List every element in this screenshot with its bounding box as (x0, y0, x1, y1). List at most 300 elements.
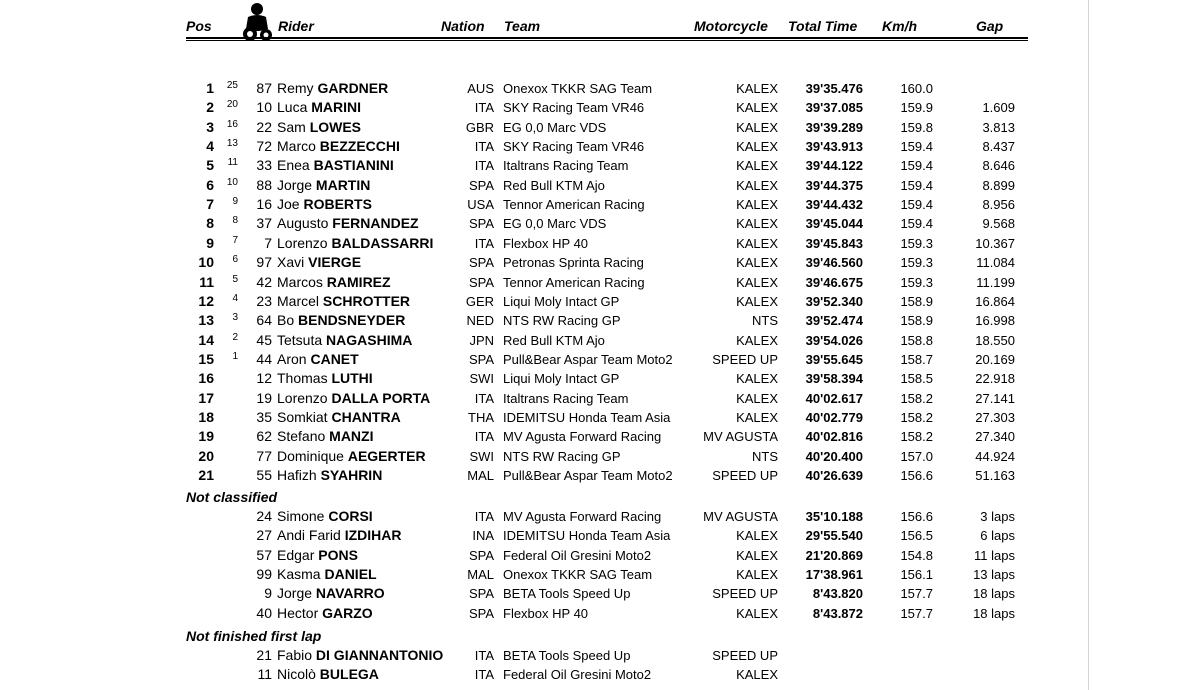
total-time: 40'26.639 (805, 468, 863, 483)
speed-kmh: 158.8 (900, 332, 933, 348)
rider-name (277, 331, 412, 350)
team: NTS RW Racing GP (503, 313, 621, 329)
nation: ITA (474, 429, 494, 445)
nation: JPN (469, 332, 494, 348)
rider-number: 11 (257, 666, 272, 683)
points: 4 (232, 292, 238, 304)
table-row (0, 526, 1060, 545)
total-time: 39'46.675 (805, 274, 863, 290)
rider-first-name: Xavi (277, 254, 305, 271)
points: 3 (232, 312, 238, 324)
position: 21 (198, 467, 214, 483)
motorcycle: SPEED UP (712, 648, 778, 663)
position: 8 (206, 215, 214, 232)
motorcycle: SPEED UP (712, 586, 778, 602)
rider-name (277, 234, 433, 253)
nation: MAL (467, 468, 494, 483)
position: 17 (198, 389, 214, 406)
speed-kmh: 159.3 (900, 255, 933, 271)
nation: ITA (474, 667, 494, 683)
team: IDEMITSU Honda Team Asia (503, 528, 671, 544)
rider-first-name: Somkiat (277, 408, 328, 425)
motorcycle: KALEX (736, 293, 778, 309)
team: NTS RW Racing GP (503, 448, 621, 464)
total-time: 39'46.560 (805, 255, 863, 271)
nation: ITA (474, 158, 494, 174)
nation: THA (468, 409, 494, 425)
team: EG 0,0 Marc VDS (503, 119, 607, 135)
total-time: 39'35.476 (805, 81, 863, 96)
motorcycle: MV AGUSTA (703, 509, 778, 524)
motorcycle: KALEX (736, 81, 778, 96)
points: 1 (232, 350, 238, 362)
team: BETA Tools Speed Up (503, 648, 631, 663)
points: 13 (226, 138, 238, 150)
rider-name (277, 447, 426, 466)
total-time: 39'52.474 (805, 313, 863, 329)
nation: SPA (468, 547, 494, 563)
team: Federal Oil Gresini Moto2 (503, 667, 652, 683)
total-time: 39'55.645 (805, 351, 863, 367)
position: 7 (206, 196, 214, 213)
motorcycle: KALEX (736, 371, 778, 387)
col-rider-header: Rider (278, 18, 314, 34)
total-time: 29'55.540 (805, 528, 863, 544)
motorcycle: KALEX (736, 409, 778, 425)
points: 10 (226, 176, 238, 188)
speed-kmh: 159.9 (900, 100, 933, 116)
rider-name (277, 273, 391, 292)
rider-last-name: DALLA PORTA (331, 389, 431, 406)
motorcycle: KALEX (736, 567, 778, 583)
table-row (0, 311, 1060, 330)
table-row (0, 234, 1060, 253)
speed-kmh: 158.2 (900, 409, 933, 425)
rider-last-name: NAVARRO (315, 585, 385, 602)
rider-number: 16 (256, 196, 272, 213)
rider-name (277, 665, 379, 684)
nation: SWI (469, 371, 494, 387)
nation: SPA (468, 216, 494, 232)
gap: 27.141 (975, 390, 1015, 406)
rider-last-name: ROBERTS (303, 196, 372, 213)
rider-name (277, 176, 370, 195)
rider-number: 22 (256, 118, 272, 135)
team: Liqui Moly Intact GP (503, 371, 620, 387)
col-pos-header: Pos (186, 18, 212, 34)
rider-first-name: Sam (277, 118, 306, 135)
rider-last-name: NAGASHIMA (326, 331, 413, 348)
rider-name (277, 565, 377, 584)
table-row (0, 331, 1060, 350)
team: Pull&Bear Aspar Team Moto2 (503, 351, 673, 367)
gap: 8.646 (982, 158, 1015, 174)
rider-last-name: MARINI (311, 99, 362, 116)
table-row (0, 137, 1060, 156)
rider-name (277, 214, 419, 233)
table-row (0, 156, 1060, 175)
rider-number: 77 (256, 447, 272, 464)
rider-name (277, 526, 401, 545)
rider-name (277, 408, 401, 427)
gap: 44.924 (975, 448, 1015, 464)
rider-first-name: Hafizh (277, 467, 317, 483)
team: SKY Racing Team VR46 (503, 139, 645, 155)
gap: 11 laps (974, 547, 1015, 563)
total-time: 17'38.961 (805, 567, 863, 583)
rider-last-name: DANIEL (324, 566, 377, 583)
rider-last-name: MANZI (329, 428, 374, 445)
rider-name (277, 646, 443, 665)
position: 18 (198, 408, 214, 425)
table-row (0, 466, 1060, 485)
position: 16 (198, 370, 214, 387)
rider-first-name: Thomas (277, 370, 328, 387)
rider-last-name: IZDIHAR (344, 527, 402, 544)
position: 20 (198, 447, 214, 464)
nation: AUS (467, 81, 494, 96)
rider-first-name: Edgar (277, 546, 315, 563)
table-row (0, 98, 1060, 117)
nation: ITA (474, 509, 494, 524)
team: Flexbox HP 40 (503, 605, 589, 621)
rider-name (277, 369, 373, 388)
team: EG 0,0 Marc VDS (503, 216, 607, 232)
rider-first-name: Remy (277, 80, 314, 96)
team: Liqui Moly Intact GP (503, 293, 620, 309)
team: Flexbox HP 40 (503, 235, 589, 251)
results-header (186, 13, 1028, 39)
rider-name (277, 427, 373, 446)
gap: 8.437 (982, 139, 1015, 155)
rider-name (277, 79, 388, 98)
rider-name (277, 466, 382, 485)
team: Italtrans Racing Team (503, 390, 629, 406)
nation: ITA (474, 648, 494, 663)
motorcycle: KALEX (736, 197, 778, 213)
table-row (0, 369, 1060, 388)
nation: ITA (474, 139, 494, 155)
rider-name (277, 584, 385, 603)
rider-number: 27 (256, 527, 272, 544)
motorcycle: KALEX (736, 177, 778, 193)
position: 9 (206, 234, 214, 251)
motorcycle: KALEX (736, 528, 778, 544)
points: 8 (232, 215, 238, 227)
rider-number: 35 (256, 408, 272, 425)
speed-kmh: 158.7 (900, 351, 933, 367)
speed-kmh: 159.4 (900, 197, 933, 213)
total-time: 8'43.872 (812, 605, 863, 621)
rider-number: 57 (256, 546, 272, 563)
gap: 18.550 (975, 332, 1015, 348)
points: 20 (226, 99, 238, 111)
rider-name (277, 604, 373, 623)
rider-name (277, 195, 372, 214)
position: 3 (206, 118, 214, 135)
speed-kmh: 158.2 (900, 390, 933, 406)
motorcycle: KALEX (736, 119, 778, 135)
motorcycle: KALEX (736, 158, 778, 174)
col-motorcycle-header: Motorcycle (694, 18, 768, 34)
table-row (0, 389, 1060, 408)
team: Tennor American Racing (503, 197, 645, 213)
rider-first-name: Marcos (277, 273, 323, 290)
rider-last-name: BEZZECCHI (319, 138, 400, 155)
total-time: 40'20.400 (805, 448, 863, 464)
speed-kmh: 159.4 (900, 158, 933, 174)
table-row (0, 118, 1060, 137)
rider-first-name: Nicolò (277, 666, 316, 683)
table-row (0, 507, 1060, 526)
rider-number: 64 (256, 312, 272, 329)
table-row (0, 214, 1060, 233)
speed-kmh: 156.6 (900, 468, 933, 483)
position: 10 (198, 254, 214, 271)
rider-number: 88 (256, 176, 272, 193)
rider-number: 55 (256, 467, 272, 483)
team: Onexox TKKR SAG Team (503, 567, 653, 583)
rider-number: 33 (256, 157, 272, 174)
rider-number: 72 (256, 138, 272, 155)
gap: 3 laps (980, 509, 1015, 524)
position: 11 (199, 273, 214, 290)
rider-first-name: Kasma (277, 566, 321, 583)
rider-name (277, 389, 430, 408)
points: 2 (232, 331, 238, 343)
team: Pull&Bear Aspar Team Moto2 (503, 468, 673, 483)
position: 19 (198, 428, 214, 445)
rider-first-name: Marco (277, 138, 316, 155)
rider-first-name: Bo (277, 312, 295, 329)
gap: 11.084 (976, 255, 1015, 271)
col-total-time-header: Total Time (788, 18, 858, 34)
motorcycle: MV AGUSTA (703, 429, 778, 445)
rider-number: 24 (256, 508, 272, 524)
section-not-finished-first-lap: Not finished first lap (186, 628, 322, 644)
rider-name (277, 137, 400, 156)
rider-last-name: AEGERTER (347, 447, 426, 464)
position: 2 (206, 99, 214, 116)
table-row (0, 665, 1060, 684)
motorcycle: KALEX (736, 547, 778, 563)
rider-last-name: LOWES (309, 118, 362, 135)
nation: MAL (467, 567, 494, 583)
gap: 16.998 (975, 313, 1015, 329)
table-row (0, 408, 1060, 427)
rider-first-name: Dominique (277, 447, 344, 464)
gap: 3.813 (982, 119, 1015, 135)
table-row (0, 584, 1060, 603)
position: 13 (198, 312, 214, 329)
position: 5 (206, 157, 214, 174)
header-rule (186, 37, 1028, 39)
total-time: 39'44.122 (805, 158, 863, 174)
rider-last-name: SYAHRIN (320, 467, 383, 483)
speed-kmh: 158.9 (900, 313, 933, 329)
total-time: 39'45.044 (805, 216, 863, 232)
rider-number: 7 (264, 234, 272, 251)
motorcycle: KALEX (736, 100, 778, 116)
rider-number: 87 (256, 80, 272, 96)
speed-kmh: 157.7 (900, 605, 933, 621)
speed-kmh: 158.9 (900, 293, 933, 309)
speed-kmh: 159.3 (900, 274, 933, 290)
speed-kmh: 156.5 (900, 528, 933, 544)
nation: SPA (468, 605, 494, 621)
rider-last-name: SCHROTTER (322, 292, 411, 309)
motorcycle: SPEED UP (712, 468, 778, 483)
nation: USA (467, 197, 494, 213)
rider-first-name: Enea (277, 157, 310, 174)
gap: 22.918 (975, 371, 1015, 387)
nation: SPA (468, 586, 494, 602)
total-time: 21'20.869 (805, 547, 863, 563)
rider-last-name: BULEGA (319, 666, 379, 683)
motorcycle: KALEX (736, 332, 778, 348)
motorcycle: KALEX (736, 667, 778, 683)
points: 25 (226, 80, 238, 91)
team: BETA Tools Speed Up (503, 586, 631, 602)
header-rule-thin (186, 40, 1028, 41)
rider-number: 42 (256, 273, 272, 290)
rider-number: 44 (256, 350, 272, 367)
rider-number: 10 (256, 99, 272, 116)
table-row (0, 447, 1060, 466)
table-row (0, 292, 1060, 311)
nation: SPA (468, 274, 494, 290)
position: 14 (198, 331, 214, 348)
motorcycle: SPEED UP (712, 351, 778, 367)
speed-kmh: 159.4 (900, 139, 933, 155)
gap: 6 laps (980, 528, 1015, 544)
page-border (1088, 0, 1089, 690)
total-time: 35'10.188 (805, 509, 863, 524)
rider-last-name: RAMIREZ (326, 273, 391, 290)
speed-kmh: 158.2 (900, 429, 933, 445)
nation: GER (465, 293, 494, 309)
rider-number: 97 (256, 254, 272, 271)
rider-last-name: FERNANDEZ (332, 215, 419, 232)
rider-first-name: Stefano (277, 428, 326, 445)
speed-kmh: 154.8 (900, 547, 933, 563)
position: 12 (198, 292, 214, 309)
rider-number: 99 (256, 566, 272, 583)
rider-number: 62 (256, 428, 272, 445)
rider-number: 19 (256, 389, 272, 406)
position: 6 (206, 176, 214, 193)
rider-number: 40 (256, 604, 272, 621)
col-speed-header: Km/h (882, 18, 917, 34)
speed-kmh: 159.3 (900, 235, 933, 251)
motorcycle: NTS (752, 313, 778, 329)
gap: 8.956 (982, 197, 1015, 213)
rider-number: 45 (256, 331, 272, 348)
motorcycle: KALEX (736, 216, 778, 232)
team: Italtrans Racing Team (503, 158, 629, 174)
team: SKY Racing Team VR46 (503, 100, 645, 116)
gap: 1.609 (982, 100, 1015, 116)
total-time: 39'39.289 (805, 119, 863, 135)
speed-kmh: 159.8 (900, 119, 933, 135)
table-row (0, 79, 1060, 98)
team: MV Agusta Forward Racing (503, 429, 662, 445)
motorcycle: KALEX (736, 390, 778, 406)
nation: SPA (468, 351, 494, 367)
speed-kmh: 159.4 (900, 216, 933, 232)
table-row (0, 427, 1060, 446)
rider-last-name: GARZO (322, 604, 373, 621)
speed-kmh: 160.0 (900, 81, 933, 96)
rider-first-name: Aron (277, 350, 307, 367)
speed-kmh: 158.5 (900, 371, 933, 387)
total-time: 40'02.617 (805, 390, 863, 406)
motorcycle: KALEX (736, 255, 778, 271)
gap: 13 laps (973, 567, 1015, 583)
motorcycle: KALEX (736, 139, 778, 155)
rider-first-name: Jorge (277, 585, 313, 602)
total-time: 39'37.085 (805, 100, 863, 116)
rider-last-name: BENDSNEYDER (298, 312, 406, 329)
team: Onexox TKKR SAG Team (503, 81, 653, 96)
rider-first-name: Joe (277, 196, 300, 213)
gap: 20.169 (975, 351, 1015, 367)
total-time: 39'44.432 (805, 197, 863, 213)
rider-number: 9 (264, 585, 272, 602)
rider-name (277, 292, 410, 311)
team: Federal Oil Gresini Moto2 (503, 547, 652, 563)
rider-first-name: Simone (277, 508, 325, 524)
total-time: 39'44.375 (805, 177, 863, 193)
col-nation-header: Nation (441, 18, 485, 34)
motorcycle: KALEX (736, 235, 778, 251)
motorcycle: KALEX (736, 274, 778, 290)
table-row (0, 253, 1060, 272)
speed-kmh: 156.6 (900, 509, 933, 524)
nation: SPA (468, 177, 494, 193)
rider-name (277, 156, 394, 175)
rider-last-name: BALDASSARRI (331, 234, 434, 251)
total-time: 40'02.779 (805, 409, 863, 425)
table-row (0, 273, 1060, 292)
gap: 9.568 (982, 216, 1015, 232)
nation: INA (472, 528, 494, 544)
gap: 27.340 (975, 429, 1015, 445)
gap: 18 laps (973, 586, 1015, 602)
col-team-header: Team (504, 18, 541, 34)
rider-number: 21 (256, 647, 272, 663)
gap: 11.199 (976, 274, 1015, 290)
section-not-classified: Not classified (186, 489, 278, 505)
table-row (0, 646, 1060, 665)
rider-first-name: Fabio (277, 647, 313, 663)
nation: ITA (474, 390, 494, 406)
rider-first-name: Lorenzo (277, 389, 328, 406)
rider-last-name: CHANTRA (331, 408, 401, 425)
table-row (0, 350, 1060, 369)
rider-name (277, 311, 405, 330)
total-time: 39'45.843 (805, 235, 863, 251)
gap: 16.864 (975, 293, 1015, 309)
nation: NED (466, 313, 494, 329)
rider-name (277, 253, 361, 272)
speed-kmh: 156.1 (900, 567, 933, 583)
rider-last-name: PONS (318, 546, 358, 563)
points: 5 (232, 273, 238, 285)
nation: SWI (469, 448, 494, 464)
rider-number: 37 (256, 215, 272, 232)
rider-name (277, 118, 361, 137)
